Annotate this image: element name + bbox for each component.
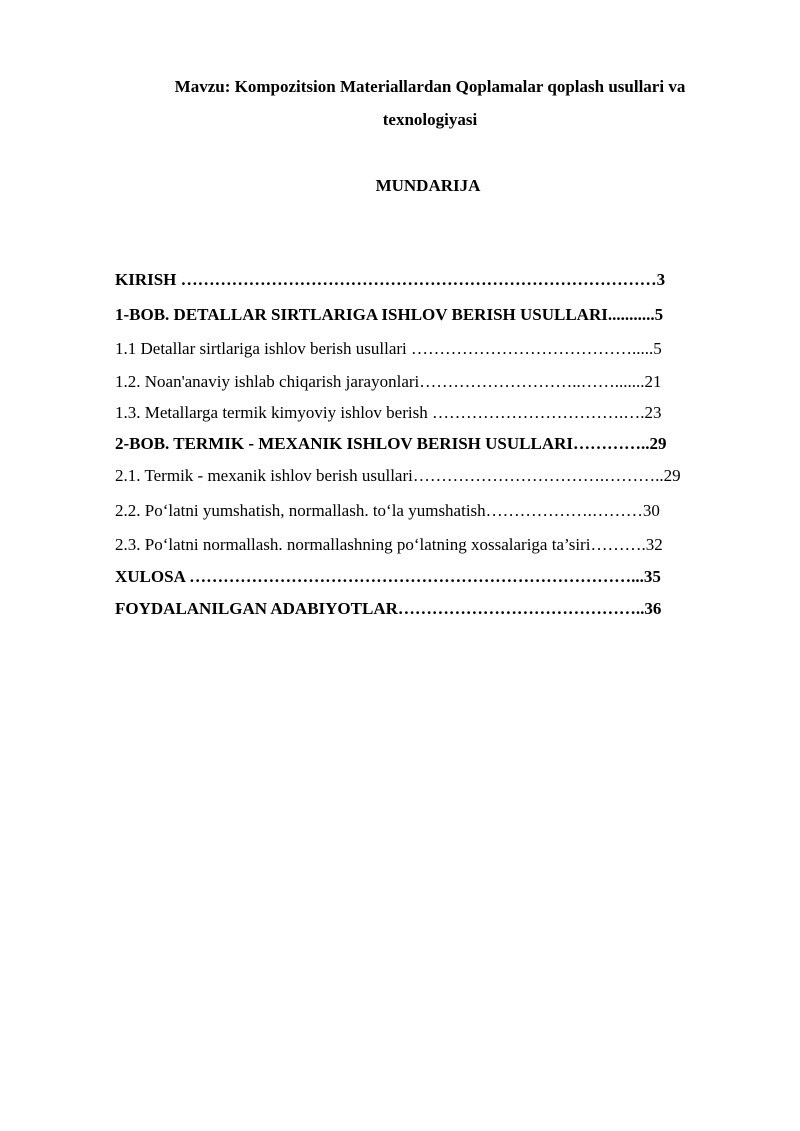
toc-heading: MUNDARIJA (375, 176, 481, 195)
toc-entry-chapter-1: 1-BOB. DETALLAR SIRTLARIGA ISHLOV BERISH USULLARI...........5 (115, 305, 664, 324)
toc-entry-2-2: 2.2. Po‘latni yumshatish, normallash. to‘la yumshatish……………….………30 (115, 501, 660, 520)
toc-entry-1-2: 1.2. Noan'anaviy ishlab chiqarish jarayonlari………………………..…….......21 (115, 372, 662, 391)
toc-entry-1-1: 1.1 Detallar sirtlariga ishlov berish usullari ………………………………….....5 (115, 339, 662, 358)
document-title-line-1: Mavzu: Kompozitsion Materiallardan Qoplamalar qoplash usullari va (174, 77, 686, 96)
toc-entry-2-1: 2.1. Termik - mexanik ishlov berish usullari…………………………….………..29 (115, 466, 681, 485)
toc-entry-references: FOYDALANILGAN ADABIYOTLAR……………………………………..36 (115, 599, 662, 618)
document-title-line-2: texnologiyasi (382, 110, 478, 129)
toc-entry-kirish: KIRISH …………………………………………………………………………3 (115, 270, 666, 289)
toc-entry-xulosa: XULOSA ……………………………………………………………………...35 (115, 567, 661, 586)
toc-entry-2-3: 2.3. Po‘latni normallash. normallashning po‘latning xossalariga ta’siri……….32 (115, 535, 663, 554)
toc-entry-chapter-2: 2-BOB. TERMIK - MEXANIK ISHLOV BERISH USULLARI…………..29 (115, 434, 667, 453)
toc-entry-1-3: 1.3. Metallarga termik kimyoviy ishlov berish …………………………….….23 (115, 403, 662, 422)
